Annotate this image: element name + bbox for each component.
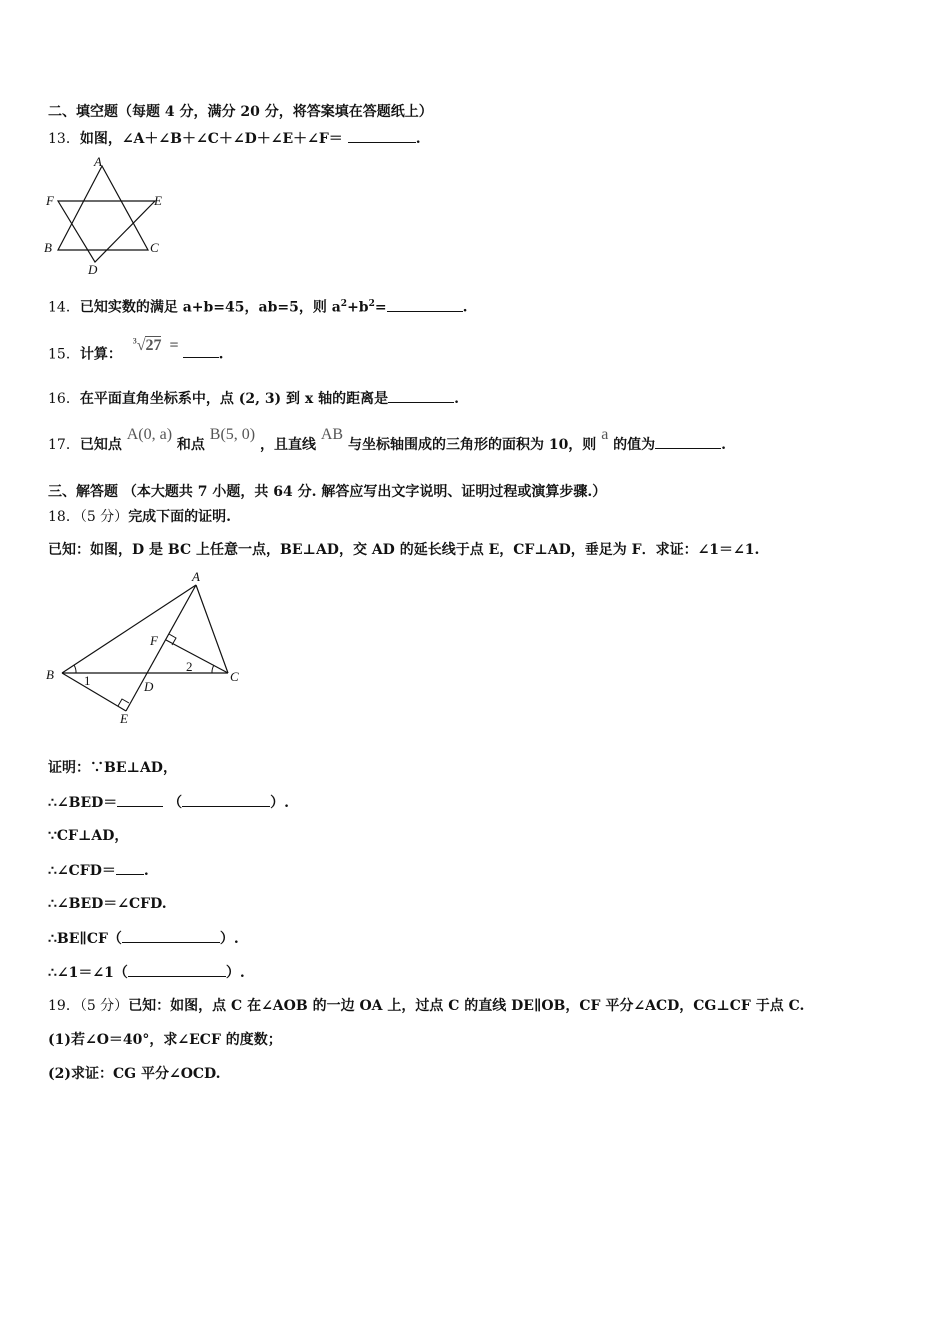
q13-end: . [415,131,421,147]
q19-part-1: (1)若∠O＝40°，求∠ECF 的度数； [48,1032,282,1048]
segment-ae [126,585,196,711]
tri-label-b: B [46,667,54,682]
triangle-fed [58,201,155,262]
segment-be [62,673,126,711]
star-label-a: A [94,154,102,169]
q15-answer-blank [183,343,219,358]
q16-number: 16． [48,391,80,407]
proof-blank-4 [116,860,144,875]
star-label-b: B [44,240,52,255]
q15-equals: = [169,337,179,355]
angle-1-arc [74,665,76,673]
q15-end: . [218,346,224,363]
q13-star-figure [40,152,170,280]
question-15 [48,337,224,364]
proof-paren-close-6: ）. [219,931,239,947]
q14-text-mid: +b [347,299,369,316]
q17-text-1: 已知点 [79,437,122,453]
proof-blank-2a [117,792,163,807]
q14-end: . [462,299,468,316]
q17-point-b: B(5, 0) [209,426,256,443]
proof-line-3: ∵CF⊥AD， [48,828,129,844]
q16-text: 在平面直角坐标系中，点 (2, 3) 到 x 轴的距离是 [79,391,389,407]
tri-label-a: A [192,569,200,584]
q19-number: 19． [48,998,80,1014]
proof-line-1: 证明：∵BE⊥AD， [48,760,177,776]
star-label-d: D [88,262,98,277]
proof-line-4 [48,860,149,881]
q13-text: 如图，∠A＋∠B＋∠C＋∠D＋∠E＋∠F＝ [79,131,343,147]
question-13 [48,128,421,149]
proof-paren-close-7: ）. [225,965,245,981]
section-2-title: 二、填空题（每题 4 分，满分 20 分，将答案填在答题纸上） [48,104,433,120]
proof-line-2 [48,792,289,813]
q17-var-a: a [601,426,609,443]
angle-1-label: 1 [84,673,91,688]
proof-blank-7 [128,962,226,977]
q17-text-4: 与坐标轴围成的三角形的面积为 10，则 [347,437,597,453]
q14-exponent-1: 2 [340,299,348,309]
question-18-header [48,507,231,527]
question-14 [48,294,467,318]
q17-end: . [721,437,727,453]
tri-label-d: D [144,679,154,694]
proof-line-6 [48,928,239,949]
q16-end: . [454,391,460,407]
q19-part-2: (2)求证：CG 平分∠OCD. [48,1066,221,1082]
segment-ba [62,585,196,673]
proof-line-4-text: ∴∠CFD＝ [48,863,116,879]
q17-point-a: A(0, a) [126,426,173,443]
q18-title: 完成下面的证明. [128,509,232,525]
section-3-title: 三、解答题 （本大题共 7 小题，共 64 分. 解答应写出文字说明、证明过程或演算步骤.） [48,484,607,500]
q17-text-3: ，且直线 [259,437,316,453]
tri-label-f: F [150,633,158,648]
proof-line-5: ∴∠BED＝∠CFD. [48,896,167,912]
right-angle-f [169,634,176,645]
q17-answer-blank [655,434,721,449]
proof-line-7-text: ∴∠1＝∠1（ [48,965,128,981]
q15-number: 15． [48,346,80,363]
q17-line-ab: AB [320,426,344,443]
q16-answer-blank [388,388,454,403]
segment-ac [196,585,228,673]
q17-number: 17． [48,437,80,453]
q18-triangle-figure [40,565,255,727]
q14-number: 14． [48,299,80,316]
q17-text-5: 的值为 [613,437,656,453]
proof-line-6-text: ∴BE∥CF（ [48,931,122,947]
star-label-e: E [154,193,162,208]
star-label-c: C [150,240,159,255]
triangle-abc [58,166,148,250]
right-angle-e [118,699,129,706]
q15-root-index: 3 [132,337,137,346]
proof-line-2-text: ∴∠BED＝ [48,795,118,811]
q19-score: （5 分） [79,998,129,1014]
proof-blank-2b [182,792,270,807]
question-19 [48,996,804,1016]
q14-answer-blank [387,297,463,312]
q13-number: 13． [48,131,80,147]
q15-text: 计算： [79,346,122,363]
q14-text-post: = [374,299,387,316]
q18-number: 18． [48,509,80,525]
q17-text-2: 和点 [176,437,205,453]
proof-line-7 [48,962,245,983]
tri-label-e: E [120,711,128,726]
angle-2-label: 2 [186,659,193,674]
proof-paren-open-2: （ [168,795,183,811]
q14-text: 已知实数的满足 a+b=45，ab=5，则 a [79,299,341,316]
proof-paren-close-2: ）. [270,795,290,811]
star-label-f: F [46,193,54,208]
angle-2-arc [212,665,214,673]
q18-score: （5 分） [79,509,129,525]
q15-cube-root: $^3$√27 = [132,337,179,355]
q15-radicand: 27 [145,337,162,355]
q13-answer-blank [348,128,416,143]
proof-blank-6 [122,928,220,943]
q19-text: 已知：如图，点 C 在∠AOB 的一边 OA 上，过点 C 的直线 DE∥OB，CF 平分∠ACD，CG⊥CF 于点 C. [128,998,805,1014]
question-16 [48,388,459,409]
tri-label-c: C [230,669,239,684]
question-17 [48,426,727,455]
proof-dot-4: . [143,863,149,879]
q14-exponent-2: 2 [368,299,375,309]
segment-fc [166,640,228,673]
q18-given: 已知：如图，D 是 BC 上任意一点，BE⊥AD，交 AD 的延长线于点 E，CF⊥AD，垂足为 F．求证：∠1＝∠1. [48,542,760,558]
